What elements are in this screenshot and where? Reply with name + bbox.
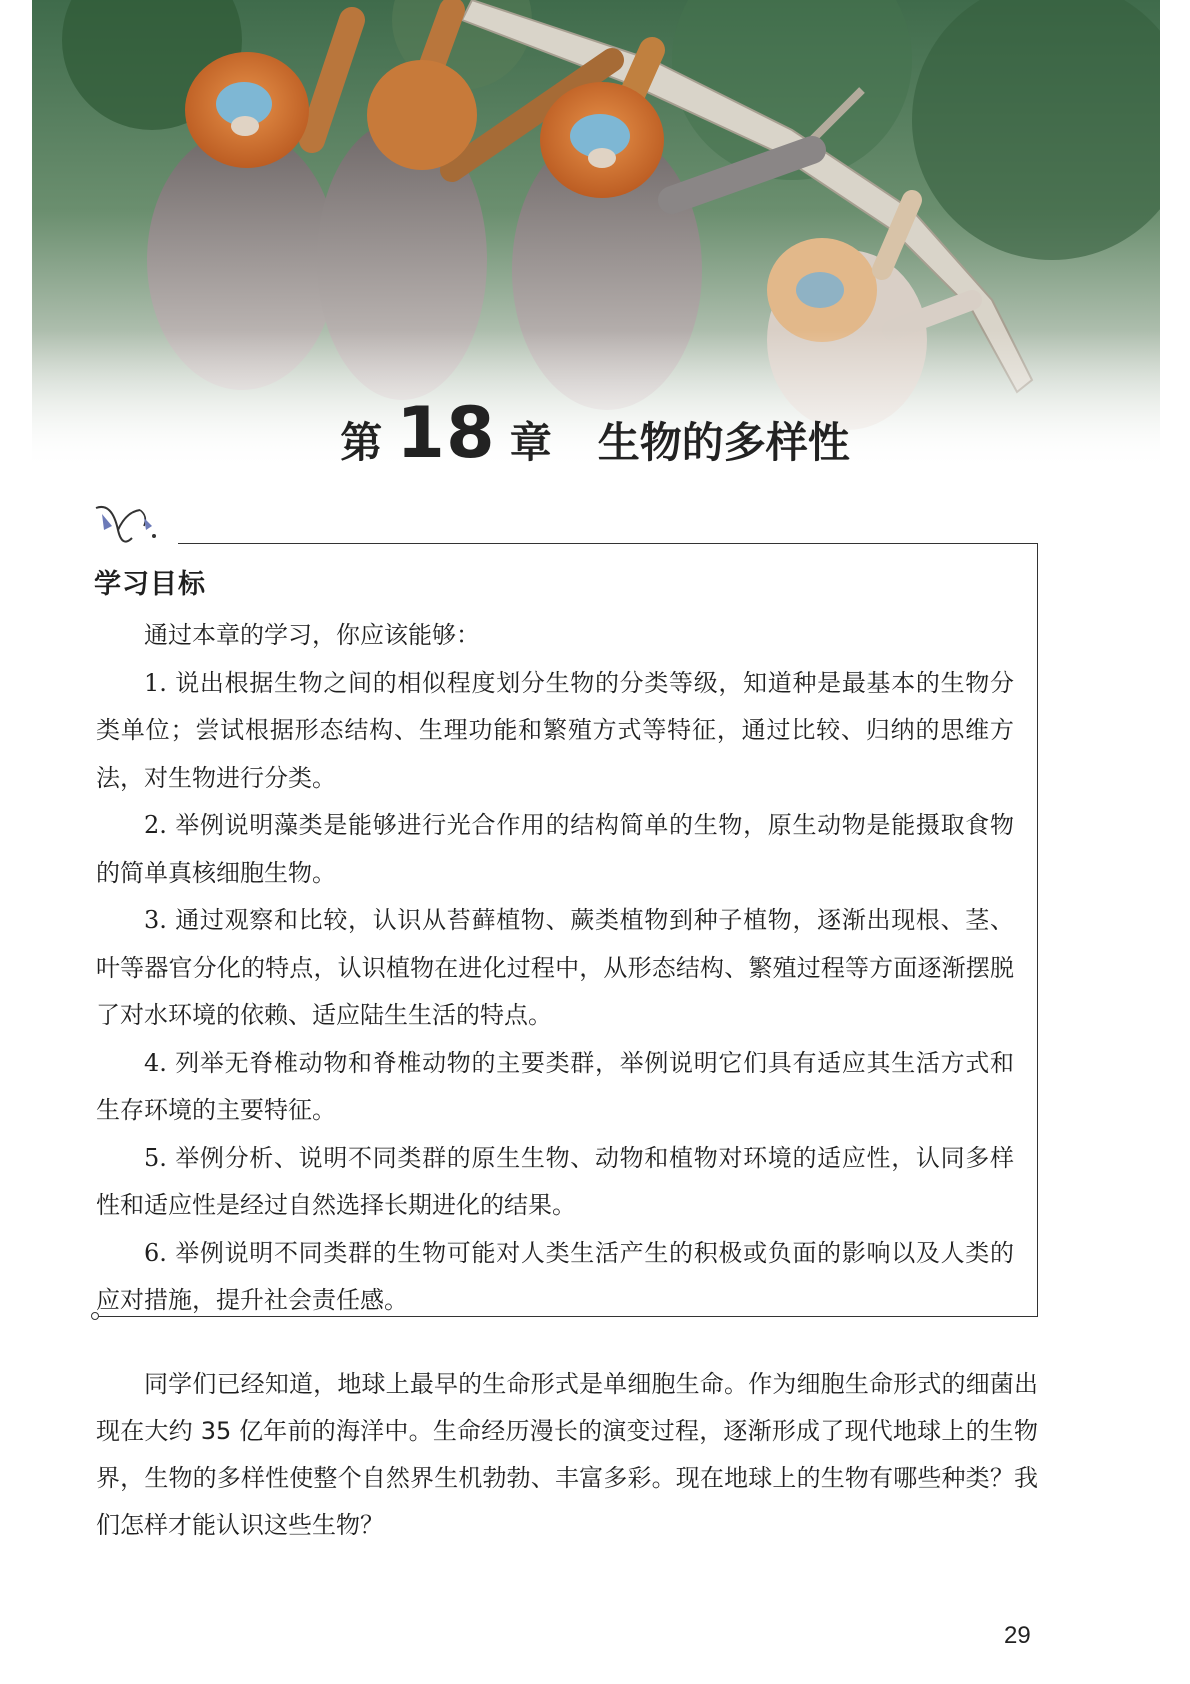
page-number: 29 — [1004, 1622, 1031, 1649]
chapter-suffix: 章 — [509, 418, 552, 467]
orchid-icon — [92, 500, 162, 554]
objective-item: 4. 列举无脊椎动物和脊椎动物的主要类群，举例说明它们具有适应其生活方式和生存环境的主要特征。 — [96, 1048, 1014, 1124]
objective-item: 1. 说出根据生物之间的相似程度划分生物的分类等级，知道种是最基本的生物分类单位；尝试根据形态结构、生理功能和繁殖方式等特征，通过比较、归纳的思维方法，对生物进行分类。 — [96, 668, 1014, 792]
intro-paragraph: 同学们已经知道，地球上最早的生命形式是单细胞生命。作为细胞生命形式的细菌出现在大约 35 亿年前的海洋中。生命经历漫长的演变过程，逐渐形成了现代地球上的生物界，生物的多样性使整个自然界生机勃勃、丰富多彩。现在地球上的生物有哪些种类？我们怎样才能认识这些生物？ — [96, 1370, 1038, 1539]
objectives-body — [96, 612, 1014, 1325]
objective-item: 5. 举例分析、说明不同类群的原生生物、动物和植物对环境的适应性，认同多样性和适应性是经过自然选择长期进化的结果。 — [96, 1143, 1014, 1219]
objectives-intro: 通过本章的学习，你应该能够： — [144, 621, 480, 649]
objective-item: 3. 通过观察和比较，认识从苔藓植物、蕨类植物到种子植物，逐渐出现根、茎、叶等器官分化的特点，认识植物在进化过程中，从形态结构、繁殖过程等方面逐渐摆脱了对水环境的依赖、适应陆生生活的特点。 — [96, 906, 1014, 1029]
chapter-number: 18 — [396, 392, 496, 474]
chapter-name: 生物的多样性 — [597, 418, 850, 467]
objective-item: 2. 举例说明藻类是能够进行光合作用的结构简单的生物，原生动物是能摄取食物的简单真核细胞生物。 — [96, 811, 1014, 887]
intro-section — [96, 1361, 1038, 1549]
chapter-title — [0, 392, 1190, 474]
objective-item: 6. 举例说明不同类群的生物可能对人类生活产生的积极或负面的影响以及人类的应对措施，提升社会责任感。 — [96, 1238, 1014, 1314]
chapter-prefix: 第 — [340, 418, 383, 467]
objectives-frame-right — [1037, 543, 1038, 1316]
objectives-frame-top — [178, 543, 1038, 544]
objectives-heading: 学习目标 — [94, 569, 206, 600]
